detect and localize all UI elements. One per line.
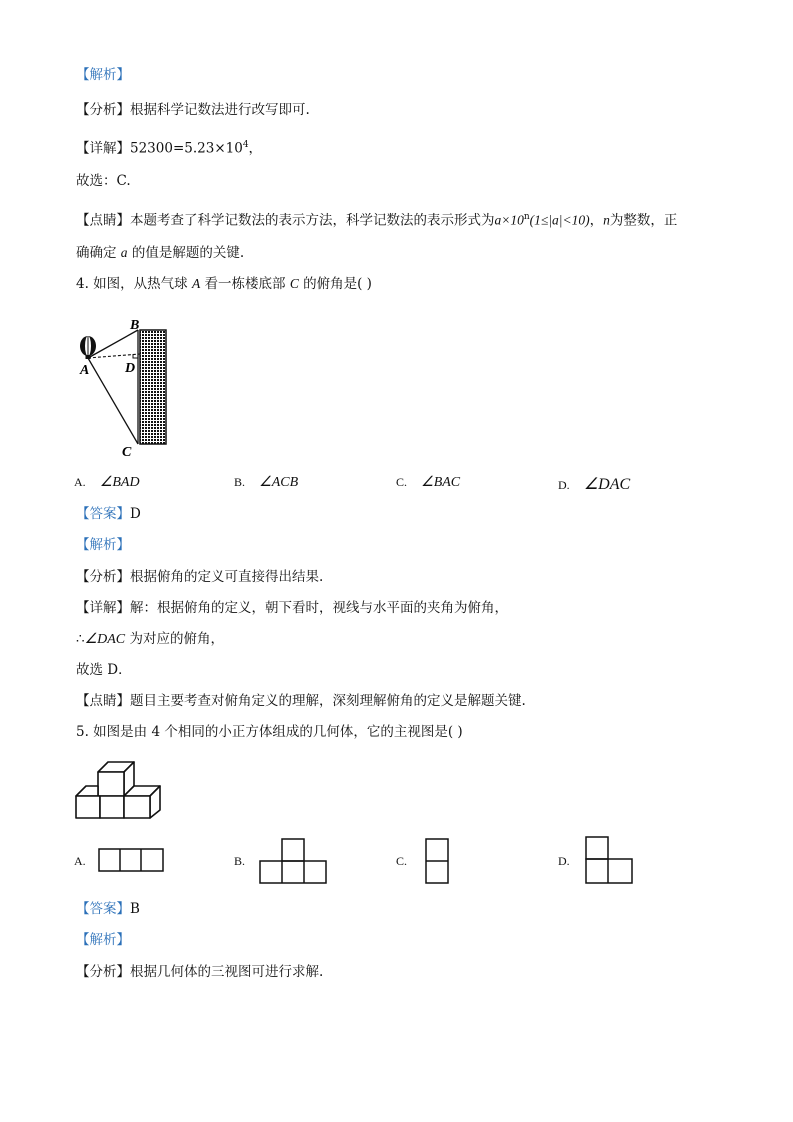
detail-tail: ，	[248, 140, 263, 157]
label-d: D	[125, 361, 136, 376]
option-label: D.	[558, 478, 570, 492]
analysis-paragraph	[76, 101, 310, 119]
answer-tag: 【答案】	[76, 901, 130, 917]
q4-option-a[interactable]	[74, 474, 140, 491]
option-text: ∠BAD	[99, 475, 140, 490]
option-text: ∠ACB	[259, 475, 299, 490]
comment-formula-exp: n	[523, 212, 530, 222]
q4-choice: 故选 D．	[76, 662, 132, 678]
q4-option-d[interactable]	[558, 474, 630, 494]
comment-tag: 【点睛】	[76, 693, 130, 709]
answer-value: B	[130, 901, 140, 917]
q4-answer	[76, 505, 141, 523]
analysis-heading: 【解析】	[76, 67, 130, 83]
detail-tag: 【详解】	[76, 600, 130, 616]
q4-therefore	[76, 630, 224, 649]
q4-stem-a: 4. 如图，从热气球	[76, 276, 188, 292]
answer-value: D	[130, 506, 141, 522]
analysis-tag: 【分析】	[76, 102, 130, 118]
choice-statement: 故选：C.	[76, 173, 131, 189]
option-label: B.	[234, 854, 246, 868]
comment-text: 本题考查了科学记数法的表示方法，科学记数法的表示形式为	[130, 212, 495, 229]
q5-answer	[76, 900, 140, 918]
line-ad-dashed	[88, 354, 140, 358]
comment-line2b: 的值是解题的关键.	[131, 245, 245, 261]
therefore-text: 为对应的俯角，	[129, 631, 224, 647]
answer-tag: 【答案】	[76, 506, 130, 522]
q5-option-a[interactable]	[74, 854, 86, 869]
q5-solid-figure	[74, 756, 166, 820]
q4-point-a: A	[191, 276, 201, 291]
q5-option-c[interactable]	[396, 854, 407, 869]
option-label: B.	[234, 475, 246, 489]
q5-option-b-figure	[258, 838, 328, 886]
q5-option-d-figure	[585, 836, 635, 886]
q5-analysis	[76, 963, 323, 981]
q5-option-d[interactable]	[558, 854, 570, 869]
q4-point-c: C	[289, 276, 299, 291]
comment-n: n	[603, 212, 610, 228]
q4-analysis-heading: 【解析】	[76, 537, 130, 553]
question-4-stem	[76, 275, 372, 293]
building	[140, 330, 166, 444]
detail-formula: 52300=5.23×10	[130, 140, 243, 157]
comment-paragraph-line1	[76, 208, 677, 230]
q4-stem-c: 的俯角是( )	[303, 276, 372, 292]
q4-comment	[76, 692, 526, 710]
analysis-text: 根据几何体的三视图可进行求解.	[130, 964, 324, 980]
label-c: C	[122, 445, 132, 460]
detail-exponent: 4	[242, 140, 249, 150]
comment-text: 题目主要考查对俯角定义的理解，深刻理解俯角的定义是解题关键.	[130, 693, 526, 709]
q5-option-b[interactable]	[234, 854, 245, 869]
therefore-angle: ∠DAC	[84, 632, 126, 647]
comment-formula: a×10	[494, 212, 524, 228]
label-a: A	[80, 363, 90, 378]
option-label: D.	[558, 854, 570, 868]
question-5-stem: 5. 如图是由 4 个相同的小正方体组成的几何体，它的主视图是( )	[76, 724, 463, 740]
q4-stem-b: 看一栋楼底部	[204, 276, 286, 292]
option-text: ∠BAC	[421, 475, 461, 490]
comment-text2: ，	[589, 212, 604, 229]
option-label: C.	[396, 475, 408, 489]
detail-paragraph	[76, 136, 262, 158]
detail-text: 解：根据俯角的定义，朝下看时，视线与水平面的夹角为俯角，	[130, 600, 508, 616]
detail-tag: 【详解】	[76, 140, 130, 157]
q4-detail	[76, 599, 508, 617]
comment-formula-range: (1≤|a|<10)	[529, 212, 590, 228]
analysis-text: 根据科学记数法进行改写即可.	[130, 102, 310, 118]
option-text: ∠DAC	[583, 476, 631, 493]
label-b: B	[130, 318, 140, 333]
comment-line2a: 确确定	[76, 245, 117, 261]
q5-option-c-figure	[425, 838, 451, 886]
option-label: C.	[396, 854, 408, 868]
option-label: A.	[74, 475, 86, 489]
q4-option-b[interactable]	[234, 474, 298, 491]
q4-option-c[interactable]	[396, 474, 460, 491]
therefore-sign: ∴	[76, 631, 85, 647]
analysis-text: 根据俯角的定义可直接得出结果.	[130, 569, 324, 585]
q4-analysis	[76, 568, 323, 586]
comment-a: a	[120, 245, 128, 260]
q4-figure	[70, 310, 180, 460]
analysis-tag: 【分析】	[76, 964, 130, 980]
comment-paragraph-line2	[76, 244, 244, 262]
comment-text3: 为整数，正	[609, 212, 678, 229]
comment-tag: 【点睛】	[76, 212, 130, 229]
option-label: A.	[74, 854, 86, 868]
q5-option-a-figure	[98, 848, 166, 874]
analysis-tag: 【分析】	[76, 569, 130, 585]
q5-analysis-heading: 【解析】	[76, 932, 130, 948]
